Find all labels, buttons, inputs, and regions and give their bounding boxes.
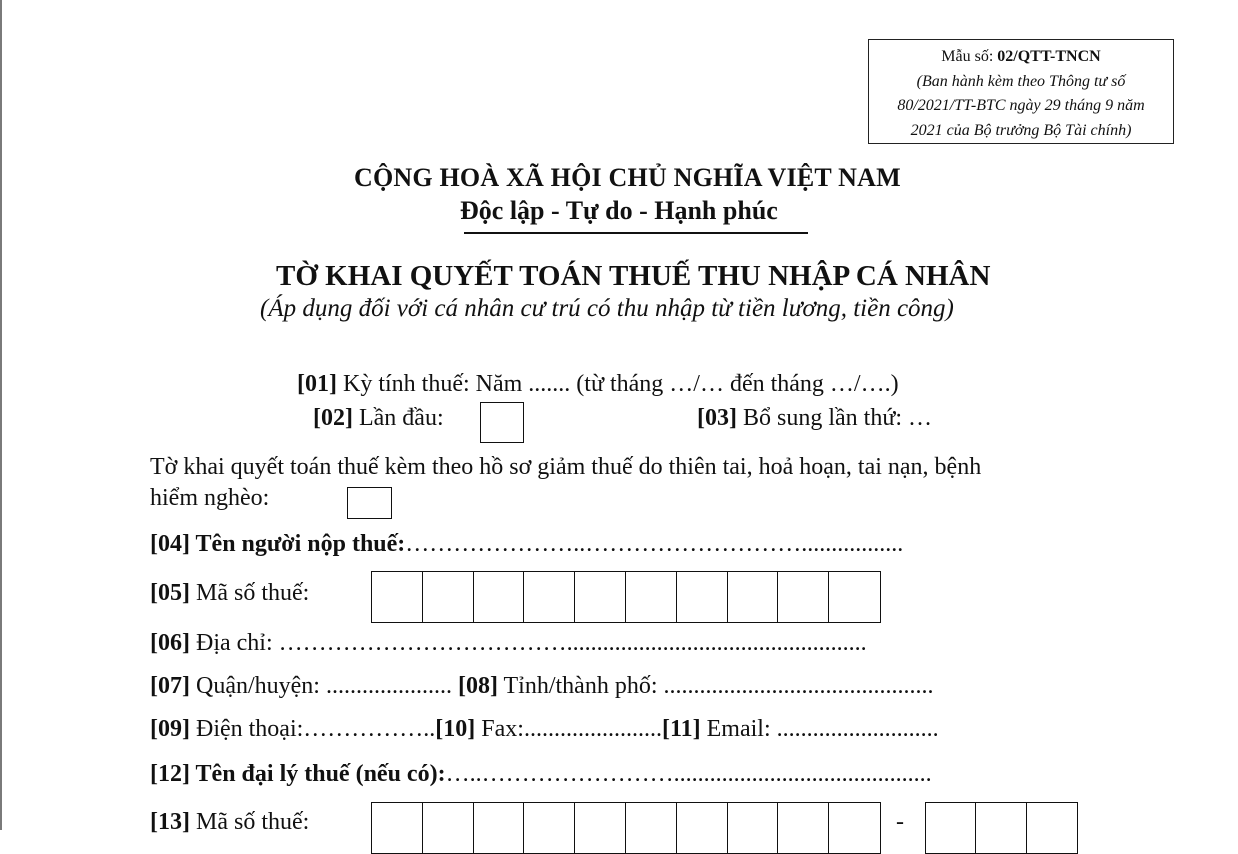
agent-tax-code-digit-box[interactable] — [575, 803, 626, 853]
tax-code-boxes[interactable] — [371, 571, 881, 623]
field-02-first-time — [313, 405, 444, 432]
field-08-text: Tỉnh/thành phố: ............................................. — [497, 673, 934, 699]
tax-code-digit-box[interactable] — [524, 572, 575, 622]
field-10-text: Fax:....................... — [475, 716, 662, 742]
form-issuance-note-3: 2021 của Bộ trưởng Bộ Tài chính) — [910, 121, 1132, 139]
disaster-note-line-1: Tờ khai quyết toán thuế kèm theo hồ sơ giảm thuế do thiên tai, hoả hoạn, tai nạn, bệnh — [150, 454, 982, 480]
first-time-checkbox[interactable] — [480, 402, 524, 443]
field-02-text: Lần đầu: — [352, 405, 444, 431]
tax-code-digit-box[interactable] — [778, 572, 829, 622]
field-13-text: Mã số thuế: — [189, 809, 310, 835]
field-01-text: Kỳ tính thuế: Năm ....... (từ tháng …/… đến tháng …/….) — [336, 371, 899, 397]
field-13-code: [13] — [150, 809, 190, 835]
agent-tax-code-digit-box[interactable] — [778, 803, 829, 853]
field-07-code: [07] — [150, 673, 190, 699]
agent-tax-code-digit-box[interactable] — [423, 803, 474, 853]
tax-code-digit-box[interactable] — [423, 572, 474, 622]
field-04-label: [04] Tên người nộp thuế: — [150, 531, 406, 557]
tax-code-digit-box[interactable] — [677, 572, 728, 622]
disaster-note-line-2: hiểm nghèo: — [150, 485, 270, 511]
field-06-code: [06] — [150, 630, 190, 656]
form-issuance-note-2: 80/2021/TT-BTC ngày 29 tháng 9 năm — [897, 97, 1145, 114]
agent-tax-code-suffix-box[interactable] — [1027, 803, 1077, 853]
national-motto: Độc lập - Tự do - Hạnh phúc — [460, 196, 778, 225]
form-code-line — [869, 45, 1173, 70]
agent-tax-code-digit-box[interactable] — [677, 803, 728, 853]
field-12-dots: …..……………………........................................... — [445, 761, 932, 787]
motto-underline — [464, 232, 808, 234]
tax-code-digit-box[interactable] — [829, 572, 880, 622]
agent-tax-code-suffix-box[interactable] — [976, 803, 1026, 853]
field-01-code: [01] — [297, 371, 337, 397]
form-code-label: Mẫu số: — [941, 48, 998, 65]
field-13-dash: - — [896, 809, 904, 835]
agent-tax-code-digit-box[interactable] — [728, 803, 779, 853]
agent-tax-code-suffix-box[interactable] — [926, 803, 976, 853]
field-09-text: Điện thoại:…………….. — [189, 716, 436, 742]
tax-code-digit-box[interactable] — [474, 572, 525, 622]
tax-code-digit-box[interactable] — [575, 572, 626, 622]
field-03-supplement — [697, 405, 932, 432]
field-05-tax-code — [150, 580, 309, 607]
form-issuance-note-1: (Ban hành kèm theo Thông tư số — [916, 72, 1126, 90]
form-code-value: 02/QTT-TNCN — [997, 48, 1101, 65]
national-title: CỘNG HOÀ XÃ HỘI CHỦ NGHĨA VIỆT NAM — [354, 163, 901, 192]
agent-tax-code-digit-box[interactable] — [626, 803, 677, 853]
agent-tax-code-digit-box[interactable] — [474, 803, 525, 853]
field-03-text: Bổ sung lần thứ: … — [736, 405, 932, 431]
agent-tax-code-boxes[interactable] — [371, 802, 881, 854]
field-11-text: Email: ........................... — [700, 716, 939, 742]
form-code-box — [868, 39, 1174, 144]
field-08-code: [08] — [457, 673, 498, 699]
field-06-address — [150, 630, 867, 657]
tax-code-digit-box[interactable] — [626, 572, 677, 622]
field-09-11-contacts — [150, 716, 939, 743]
field-12-tax-agent-name — [150, 761, 932, 788]
field-02-code: [02] — [313, 405, 353, 431]
document-title: TỜ KHAI QUYẾT TOÁN THUẾ THU NHẬP CÁ NHÂN — [276, 260, 991, 292]
field-06-text: Địa chỉ: ……………………………….................................................. — [189, 630, 867, 656]
field-04-dots: …………………..………………………................. — [405, 531, 904, 557]
field-09-code: [09] — [150, 716, 190, 742]
field-12-label: [12] Tên đại lý thuế (nếu có): — [150, 761, 446, 787]
field-10-code: [10] — [435, 716, 476, 742]
document-subtitle: (Áp dụng đối với cá nhân cư trú có thu nhập từ tiền lương, tiền công) — [260, 295, 954, 322]
tax-code-digit-box[interactable] — [372, 572, 423, 622]
tax-code-digit-box[interactable] — [728, 572, 779, 622]
field-04-taxpayer-name — [150, 531, 903, 558]
agent-tax-code-digit-box[interactable] — [829, 803, 880, 853]
field-03-code: [03] — [697, 405, 737, 431]
field-01-tax-period — [297, 371, 899, 398]
field-05-code: [05] — [150, 580, 190, 606]
agent-tax-code-digit-box[interactable] — [372, 803, 423, 853]
agent-tax-code-suffix-boxes[interactable] — [925, 802, 1078, 854]
agent-tax-code-digit-box[interactable] — [524, 803, 575, 853]
disaster-reduction-checkbox[interactable] — [347, 487, 392, 519]
field-07-08-district-province — [150, 673, 934, 700]
page-left-border — [0, 0, 2, 830]
field-11-code: [11] — [661, 716, 701, 742]
field-13-agent-tax-code — [150, 809, 309, 836]
field-07-text: Quận/huyện: ..................... — [189, 673, 458, 699]
field-05-text: Mã số thuế: — [189, 580, 310, 606]
